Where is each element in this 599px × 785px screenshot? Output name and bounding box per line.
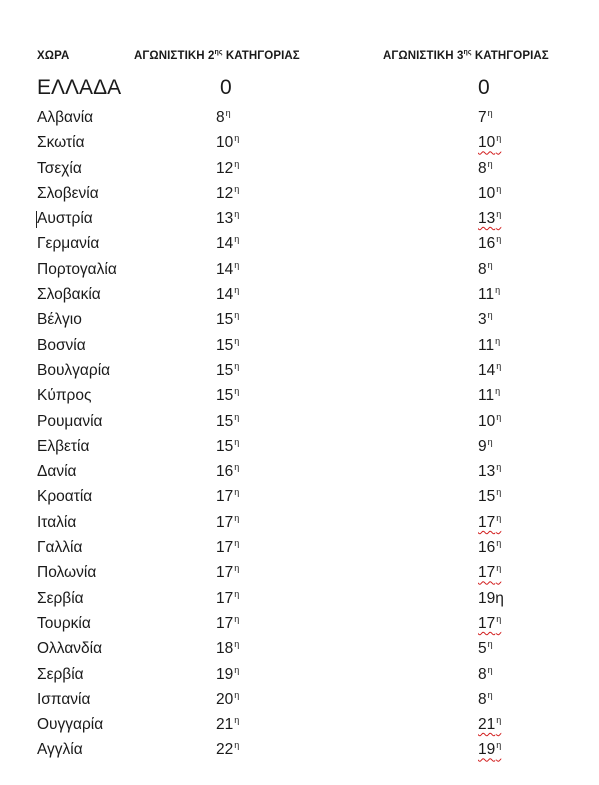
category-2-value (216, 463, 239, 481)
country-name: Αγγλία (37, 741, 83, 759)
table-row (0, 131, 599, 156)
category-2-number: 13 (216, 210, 234, 228)
ordinal-suffix: η (496, 613, 502, 624)
category-3-value: 0 (478, 76, 490, 99)
header-category-2-suffix: ΚΑΤΗΓΟΡΙΑΣ (222, 50, 300, 62)
category-3-value (478, 514, 501, 532)
table-header-row (0, 50, 599, 70)
category-3-number: 10 (478, 412, 496, 430)
country-name: Δανία (37, 463, 77, 481)
header-category-3-prefix: ΑΓΩΝΙΣΤΙΚΗ 3 (383, 50, 464, 62)
category-3-value (478, 387, 500, 405)
category-3-value (478, 413, 501, 431)
table-row (0, 334, 599, 359)
ordinal-suffix: η (496, 234, 502, 245)
country-name: Βέλγιο (37, 311, 82, 329)
ordinal-suffix: η (495, 335, 501, 346)
ordinal-suffix: η (495, 386, 501, 397)
category-2-value (216, 615, 239, 633)
country-name: Κύπρος (37, 387, 92, 405)
category-2-number: 14 (216, 235, 234, 253)
table-row (0, 663, 599, 688)
country-name: Σλοβακία (37, 286, 101, 304)
country-name: Σερβία (37, 589, 84, 607)
table-row-greece (0, 76, 599, 106)
category-2-number: 18 (216, 640, 234, 658)
category-2-value (216, 286, 239, 304)
table-row (0, 410, 599, 435)
category-2-value (216, 109, 231, 127)
table-row (0, 587, 599, 612)
category-2-number: 19 (216, 665, 234, 683)
category-3-value (478, 362, 501, 380)
table-row (0, 511, 599, 536)
category-3-value (478, 286, 500, 304)
category-3-number: 13 (478, 210, 496, 228)
category-2-number: 16 (216, 463, 234, 481)
category-3-number: 19 (478, 741, 496, 759)
category-3-number: 8 (478, 665, 487, 683)
category-2-value (216, 691, 239, 709)
country-name: Πορτογαλία (37, 260, 117, 278)
category-2-number: 10 (216, 134, 234, 152)
table-row (0, 637, 599, 662)
header-category-3-suffix: ΚΑΤΗΓΟΡΙΑΣ (471, 50, 549, 62)
table-row (0, 106, 599, 131)
ordinal-suffix: η (496, 209, 502, 220)
header-category-3 (383, 50, 549, 62)
table-row (0, 283, 599, 308)
country-name: Ισπανία (37, 690, 91, 708)
category-2-value (216, 185, 239, 203)
category-2-number: 17 (216, 614, 234, 632)
country-name: Βουλγαρία (37, 361, 111, 379)
ordinal-suffix: η (496, 183, 502, 194)
category-2-number: 17 (216, 488, 234, 506)
category-2-value (216, 235, 239, 253)
category-3-value (478, 134, 501, 152)
category-2-number: 15 (216, 387, 234, 405)
category-3-number: 11 (478, 286, 495, 304)
category-2-value (216, 640, 239, 658)
country-name: Ρουμανία (37, 412, 103, 430)
table-row (0, 182, 599, 207)
category-2-value (216, 590, 239, 608)
ordinal-suffix: η (234, 209, 240, 220)
category-3-number: 19η (478, 589, 504, 607)
category-3-number: 11 (478, 387, 495, 405)
category-3-value (478, 261, 493, 279)
category-2-number: 15 (216, 311, 234, 329)
category-3-number: 8 (478, 159, 487, 177)
category-3-value (478, 615, 501, 633)
ordinal-suffix: η (234, 715, 240, 726)
category-3-value (478, 564, 501, 582)
country-name: Σλοβενία (37, 184, 99, 202)
ordinal-suffix: η (234, 740, 240, 751)
ordinal-suffix: η (234, 360, 240, 371)
category-2-number: 15 (216, 336, 234, 354)
category-2-value (216, 362, 239, 380)
ordinal-suffix: η (234, 335, 240, 346)
ordinal-suffix: η (496, 360, 502, 371)
country-name: Τουρκία (37, 614, 91, 632)
category-2-value (216, 666, 239, 684)
category-2-value (216, 337, 239, 355)
ordinal-suffix: η (225, 108, 231, 118)
ordinal-suffix: η (234, 538, 240, 549)
ordinal-suffix: η (234, 436, 240, 447)
category-3-value (478, 666, 493, 684)
country-name: Γερμανία (37, 235, 100, 253)
ordinal-suffix: η (234, 664, 240, 675)
category-2-value (216, 514, 239, 532)
ordinal-suffix: η (487, 108, 493, 118)
category-2-number: 21 (216, 716, 234, 734)
table-row (0, 561, 599, 586)
category-3-value (478, 590, 504, 608)
table-row (0, 536, 599, 561)
table-row (0, 258, 599, 283)
category-3-number: 10 (478, 134, 496, 152)
category-3-number: 17 (478, 513, 496, 531)
ordinal-suffix: η (234, 639, 240, 650)
category-2-value (216, 261, 239, 279)
table-row (0, 435, 599, 460)
category-3-number: 11 (478, 336, 495, 354)
ordinal-suffix: η (234, 158, 240, 169)
category-3-value (478, 488, 501, 506)
category-3-value (478, 160, 493, 178)
country-name: Ουγγαρία (37, 716, 104, 734)
category-2-number: 14 (216, 286, 234, 304)
category-2-number: 20 (216, 690, 234, 708)
category-3-value (478, 438, 493, 456)
table-body (0, 76, 599, 764)
table-row (0, 308, 599, 333)
category-3-number: 7 (478, 109, 487, 126)
category-3-number: 15 (478, 488, 496, 506)
ordinal-suffix: η (234, 259, 240, 270)
ordinal-suffix: η (487, 689, 493, 700)
category-3-number: 21 (478, 716, 496, 734)
category-3-value (478, 539, 501, 557)
table-row (0, 738, 599, 763)
ordinal-suffix: η (496, 715, 502, 726)
table-row (0, 232, 599, 257)
ordinal-suffix: η (496, 462, 502, 473)
ordinal-suffix: η (496, 487, 502, 498)
category-3-number: 13 (478, 463, 496, 481)
country-name: Πολωνία (37, 564, 97, 582)
ordinal-suffix: η (487, 639, 493, 650)
country-name: Ολλανδία (37, 640, 103, 658)
category-3-number: 17 (478, 564, 496, 582)
category-3-number: 3 (478, 311, 487, 329)
table-row (0, 359, 599, 384)
category-3-value (478, 109, 493, 127)
ordinal-suffix: η (234, 234, 240, 245)
ordinal-suffix: η (234, 487, 240, 498)
category-3-value (478, 716, 501, 734)
category-2-value (216, 413, 239, 431)
category-2-value (216, 539, 239, 557)
category-3-number: 8 (478, 690, 487, 708)
category-2-number: 12 (216, 184, 234, 202)
table-row (0, 157, 599, 182)
category-3-value (478, 210, 501, 228)
header-category-2-prefix: ΑΓΩΝΙΣΤΙΚΗ 2 (134, 50, 215, 62)
category-2-number: 15 (216, 437, 234, 455)
category-2-value (216, 134, 239, 152)
ordinal-suffix: η (234, 285, 240, 296)
ordinal-suffix: η (487, 664, 493, 675)
category-2-value (216, 564, 239, 582)
category-3-value (478, 691, 493, 709)
table-row (0, 612, 599, 637)
country-name: Ιταλία (37, 513, 77, 531)
category-2-value (216, 488, 239, 506)
category-2-number: 17 (216, 539, 234, 557)
ordinal-suffix: η (234, 411, 240, 422)
category-3-number: 14 (478, 361, 496, 379)
category-2-value (216, 311, 239, 329)
category-2-value (216, 160, 239, 178)
header-country: ΧΩΡΑ (37, 50, 70, 62)
header-category-2-sup: ης (214, 49, 223, 56)
ordinal-suffix: η (496, 538, 502, 549)
category-2-value (216, 210, 239, 228)
ordinal-suffix: η (487, 158, 493, 169)
country-name: Βοσνία (37, 336, 86, 354)
category-2-value (216, 741, 239, 759)
ordinal-suffix: η (234, 512, 240, 523)
category-2-number: 15 (216, 361, 234, 379)
category-2-number: 12 (216, 159, 234, 177)
ordinal-suffix: η (496, 512, 502, 523)
country-name: Αλβανία (37, 109, 94, 126)
table-row (0, 485, 599, 510)
ordinal-suffix: η (234, 462, 240, 473)
category-3-value (478, 337, 500, 355)
category-2-value (216, 387, 239, 405)
ordinal-suffix: η (234, 689, 240, 700)
country-name: Ελβετία (37, 437, 90, 455)
country-name: Σερβία (37, 665, 84, 683)
category-3-number: 17 (478, 614, 496, 632)
ordinal-suffix: η (234, 386, 240, 397)
category-2-number: 15 (216, 412, 234, 430)
header-category-2 (134, 50, 300, 62)
ordinal-suffix: η (487, 310, 493, 321)
table-row (0, 713, 599, 738)
ordinal-suffix: η (234, 133, 240, 144)
category-3-value (478, 235, 501, 253)
category-2-value: 0 (220, 76, 232, 99)
ordinal-suffix: η (234, 588, 240, 599)
ordinal-suffix: η (234, 310, 240, 321)
ordinal-suffix: η (234, 563, 240, 574)
ordinal-suffix: η (495, 285, 501, 296)
ordinal-suffix: η (234, 613, 240, 624)
country-name: Αυστρία (37, 210, 93, 228)
category-3-number: 10 (478, 184, 496, 202)
category-2-number: 14 (216, 260, 234, 278)
ordinal-suffix: η (487, 259, 493, 270)
country-name: Γαλλία (37, 539, 83, 557)
category-2-value (216, 438, 239, 456)
country-name: Κροατία (37, 488, 93, 506)
category-3-number: 5 (478, 640, 487, 658)
ordinal-suffix: η (487, 436, 493, 447)
table-row (0, 688, 599, 713)
header-category-3-sup: ης (463, 49, 472, 56)
category-2-number: 17 (216, 564, 234, 582)
ordinal-suffix: η (496, 411, 502, 422)
category-3-value (478, 640, 493, 658)
text-cursor (36, 211, 37, 228)
country-name: Σκωτία (37, 134, 85, 152)
category-3-value (478, 311, 493, 329)
category-3-value (478, 463, 501, 481)
table-row (0, 460, 599, 485)
category-3-number: 8 (478, 260, 487, 278)
category-2-number: 17 (216, 589, 234, 607)
category-3-value (478, 185, 501, 203)
category-2-number: 22 (216, 741, 234, 759)
ordinal-suffix: η (496, 563, 502, 574)
category-2-number: 17 (216, 513, 234, 531)
category-3-value (478, 741, 501, 759)
category-2-number: 8 (216, 109, 225, 126)
category-3-number: 16 (478, 235, 496, 253)
table-row (0, 207, 599, 232)
ordinal-suffix: η (234, 183, 240, 194)
category-3-number: 9 (478, 437, 487, 455)
country-name: ΕΛΛΑΔΑ (37, 76, 122, 99)
category-3-number: 16 (478, 539, 496, 557)
ordinal-suffix: η (496, 133, 502, 144)
table-row (0, 384, 599, 409)
category-2-value (216, 716, 239, 734)
ordinal-suffix: η (496, 740, 502, 751)
country-name: Τσεχία (37, 159, 82, 177)
